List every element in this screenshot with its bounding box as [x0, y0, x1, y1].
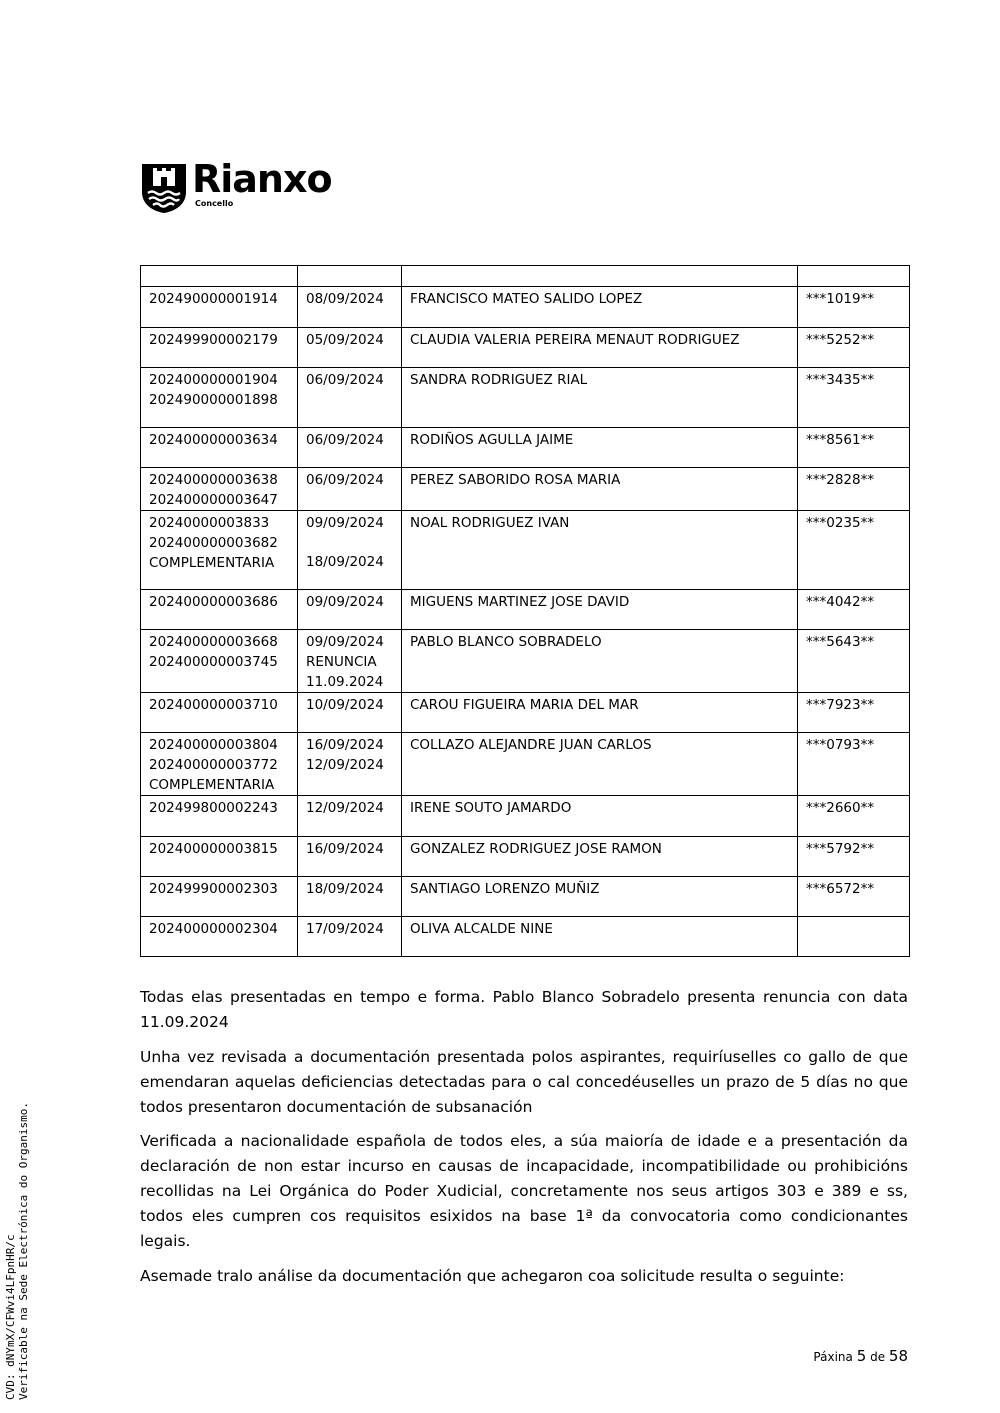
page-total: 58: [888, 1347, 908, 1365]
id-cell: [798, 468, 910, 511]
cell-line: ***6572**: [806, 881, 875, 897]
cell-line: PABLO BLANCO SOBRADELO: [410, 634, 602, 650]
page-number: [813, 1347, 908, 1365]
name-cell: [402, 733, 798, 796]
cell-line: 202499900002179: [149, 332, 278, 348]
cell-line: 16/09/2024: [306, 737, 384, 753]
name-cell: [402, 630, 798, 693]
registry-number-cell: [141, 693, 298, 733]
table-row: [141, 266, 910, 287]
id-cell: [798, 428, 910, 468]
cell-line: 06/09/2024: [306, 372, 384, 388]
cell-line: ***4042**: [806, 594, 875, 610]
cell-line: 202400000003682: [149, 535, 278, 551]
page-current: 5: [856, 1347, 867, 1365]
name-cell: [402, 693, 798, 733]
verification-code: [4, 1102, 30, 1400]
cell-line: 10/09/2024: [306, 697, 384, 713]
table-row: [141, 837, 910, 877]
date-cell: [298, 428, 402, 468]
id-cell: [798, 287, 910, 328]
id-cell: [798, 590, 910, 630]
name-cell: [402, 368, 798, 428]
cell-line: ***0235**: [806, 515, 875, 531]
id-cell: [798, 917, 910, 957]
cell-line: ***5643**: [806, 634, 875, 650]
registry-number-cell: [141, 328, 298, 368]
cell-line: 202400000003772: [149, 757, 278, 773]
registry-number-cell: [141, 796, 298, 837]
id-cell: [798, 630, 910, 693]
cell-line: SANTIAGO LORENZO MUÑIZ: [410, 881, 600, 897]
date-cell: [298, 796, 402, 837]
registry-number-cell: [141, 733, 298, 796]
paragraph-verification: Verificada a nacionalidade española de todos eles, a súa maioría de idade e a presentación da declaración de non estar incurso en causas de incapacidade, incompatibilidade ou prohibicións recollidas na Lei Orgánica do Poder Xudicial, concretamente nos seus artigos 303 e 389 e ss, todos eles cumpren cos requisitos esixidos na base 1ª da convocatoria como condicionantes legais.: [140, 1132, 908, 1250]
table-row: [141, 590, 910, 630]
registry-number-cell: [141, 630, 298, 693]
page-of-label: de: [870, 1350, 886, 1364]
page-label: Páxina: [813, 1350, 853, 1364]
applicants-table: [140, 265, 910, 957]
name-cell: [402, 328, 798, 368]
table-row: [141, 630, 910, 693]
verification-code-line: CVD: dNYmX/CFWvi4LFpnHR/c: [4, 1234, 17, 1400]
registry-number-cell: [141, 368, 298, 428]
name-cell: [402, 877, 798, 917]
name-cell: [402, 266, 798, 287]
name-cell: [402, 511, 798, 590]
cell-line: 09/09/2024: [306, 634, 384, 650]
cell-line: 06/09/2024: [306, 432, 384, 448]
cell-line: 202400000003745: [149, 654, 278, 670]
table-row: [141, 368, 910, 428]
date-cell: [298, 917, 402, 957]
cell-line: 17/09/2024: [306, 921, 384, 937]
date-cell: [298, 693, 402, 733]
cell-line: OLIVA ALCALDE NINE: [410, 921, 553, 937]
table-row: [141, 877, 910, 917]
table-row: [141, 287, 910, 328]
date-cell: [298, 877, 402, 917]
name-cell: [402, 917, 798, 957]
table-row: [141, 328, 910, 368]
paragraph-presentation: Todas elas presentadas en tempo e forma. Pablo Blanco Sobradelo presenta renuncia con data 11.09.2024: [140, 988, 908, 1031]
registry-number-cell: [141, 428, 298, 468]
cell-line: COMPLEMENTARIA: [149, 777, 275, 793]
registry-number-cell: [141, 917, 298, 957]
cell-line: [306, 533, 393, 552]
cell-line: FRANCISCO MATEO SALIDO LOPEZ: [410, 291, 643, 307]
cell-line: 09/09/2024: [306, 594, 384, 610]
cell-line: RENUNCIA: [306, 654, 377, 670]
cell-line: 202400000003686: [149, 594, 278, 610]
applicants-table-body: [141, 266, 910, 957]
cell-line: ***2660**: [806, 800, 875, 816]
date-cell: [298, 733, 402, 796]
cell-line: ***5252**: [806, 332, 875, 348]
id-cell: [798, 266, 910, 287]
cell-line: CLAUDIA VALERIA PEREIRA MENAUT RODRIGUEZ: [410, 332, 740, 348]
cell-line: IRENE SOUTO JAMARDO: [410, 800, 572, 816]
cell-line: 202400000003815: [149, 841, 278, 857]
date-cell: [298, 287, 402, 328]
table-row: [141, 917, 910, 957]
cell-line: 09/09/2024: [306, 515, 384, 531]
rianxo-shield-icon: [140, 162, 188, 214]
cell-line: COLLAZO ALEJANDRE JUAN CARLOS: [410, 737, 652, 753]
registry-number-cell: [141, 468, 298, 511]
id-cell: [798, 693, 910, 733]
cell-line: 202400000003634: [149, 432, 278, 448]
table-row: [141, 511, 910, 590]
date-cell: [298, 590, 402, 630]
date-cell: [298, 630, 402, 693]
date-cell: [298, 328, 402, 368]
cell-line: 12/09/2024: [306, 757, 384, 773]
id-cell: [798, 796, 910, 837]
registry-number-cell: [141, 590, 298, 630]
cell-line: 16/09/2024: [306, 841, 384, 857]
table-row: [141, 428, 910, 468]
cell-line: 202490000001914: [149, 291, 278, 307]
cell-line: 202400000001904: [149, 372, 278, 388]
cell-line: 202499900002303: [149, 881, 278, 897]
cell-line: 202499800002243: [149, 800, 278, 816]
paragraph-analysis: Asemade tralo análise da documentación que achegaron coa solicitude resulta o seguinte:: [140, 1267, 845, 1285]
name-cell: [402, 590, 798, 630]
registry-number-cell: [141, 511, 298, 590]
cell-line: ***5792**: [806, 841, 875, 857]
cell-line: RODIÑOS AGULLA JAIME: [410, 432, 574, 448]
name-cell: [402, 837, 798, 877]
name-cell: [402, 287, 798, 328]
cell-line: 202400000003710: [149, 697, 278, 713]
cell-line: 20240000003833: [149, 515, 270, 531]
cell-line: COMPLEMENTARIA: [149, 555, 275, 571]
cell-line: 08/09/2024: [306, 291, 384, 307]
cell-line: CAROU FIGUEIRA MARIA DEL MAR: [410, 697, 639, 713]
cell-line: ***3435**: [806, 372, 875, 388]
date-cell: [298, 468, 402, 511]
cell-line: 202400000003804: [149, 737, 278, 753]
date-cell: [298, 266, 402, 287]
verification-site-line: Verificable na Sede Electrónica do Organismo.: [17, 1101, 30, 1400]
cell-line: 202490000001898: [149, 392, 278, 408]
cell-line: 05/09/2024: [306, 332, 384, 348]
registry-number-cell: [141, 837, 298, 877]
cell-line: SANDRA RODRIGUEZ RIAL: [410, 372, 588, 388]
table-row: [141, 733, 910, 796]
cell-line: ***7923**: [806, 697, 875, 713]
cell-line: 202400000003668: [149, 634, 278, 650]
id-cell: [798, 837, 910, 877]
cell-line: 11.09.2024: [306, 674, 384, 690]
cell-line: 06/09/2024: [306, 472, 384, 488]
cell-line: GONZALEZ RODRIGUEZ JOSE RAMON: [410, 841, 662, 857]
id-cell: [798, 328, 910, 368]
table-row: [141, 468, 910, 511]
cell-line: 202400000003638: [149, 472, 278, 488]
name-cell: [402, 796, 798, 837]
registry-number-cell: [141, 287, 298, 328]
date-cell: [298, 511, 402, 590]
id-cell: [798, 733, 910, 796]
registry-number-cell: [141, 266, 298, 287]
cell-line: ***1019**: [806, 291, 875, 307]
name-cell: [402, 468, 798, 511]
table-row: [141, 796, 910, 837]
name-cell: [402, 428, 798, 468]
cell-line: MIGUENS MARTINEZ JOSE DAVID: [410, 594, 630, 610]
table-row: [141, 693, 910, 733]
cell-line: ***0793**: [806, 737, 875, 753]
id-cell: [798, 368, 910, 428]
id-cell: [798, 511, 910, 590]
registry-number-cell: [141, 877, 298, 917]
cell-line: 202400000002304: [149, 921, 278, 937]
logo-subtitle: Concello: [195, 199, 234, 208]
cell-line: 18/09/2024: [306, 554, 384, 570]
cell-line: 12/09/2024: [306, 800, 384, 816]
cell-line: 18/09/2024: [306, 881, 384, 897]
paragraph-review: Unha vez revisada a documentación presentada polos aspirantes, requiríuselles co gallo de que emendaran aquelas deficiencias detectadas para o cal concedéuselles un prazo de 5 días no que todos presentaron documentación de subsanación: [140, 1048, 908, 1116]
id-cell: [798, 877, 910, 917]
cell-line: ***2828**: [806, 472, 875, 488]
cell-line: 202400000003647: [149, 492, 278, 508]
cell-line: ***8561**: [806, 432, 875, 448]
logo-wordmark: Rianxo: [192, 157, 332, 201]
date-cell: [298, 368, 402, 428]
cell-line: PEREZ SABORIDO ROSA MARIA: [410, 472, 621, 488]
cell-line: NOAL RODRIGUEZ IVAN: [410, 515, 570, 531]
concello-logo: [140, 157, 360, 218]
date-cell: [298, 837, 402, 877]
